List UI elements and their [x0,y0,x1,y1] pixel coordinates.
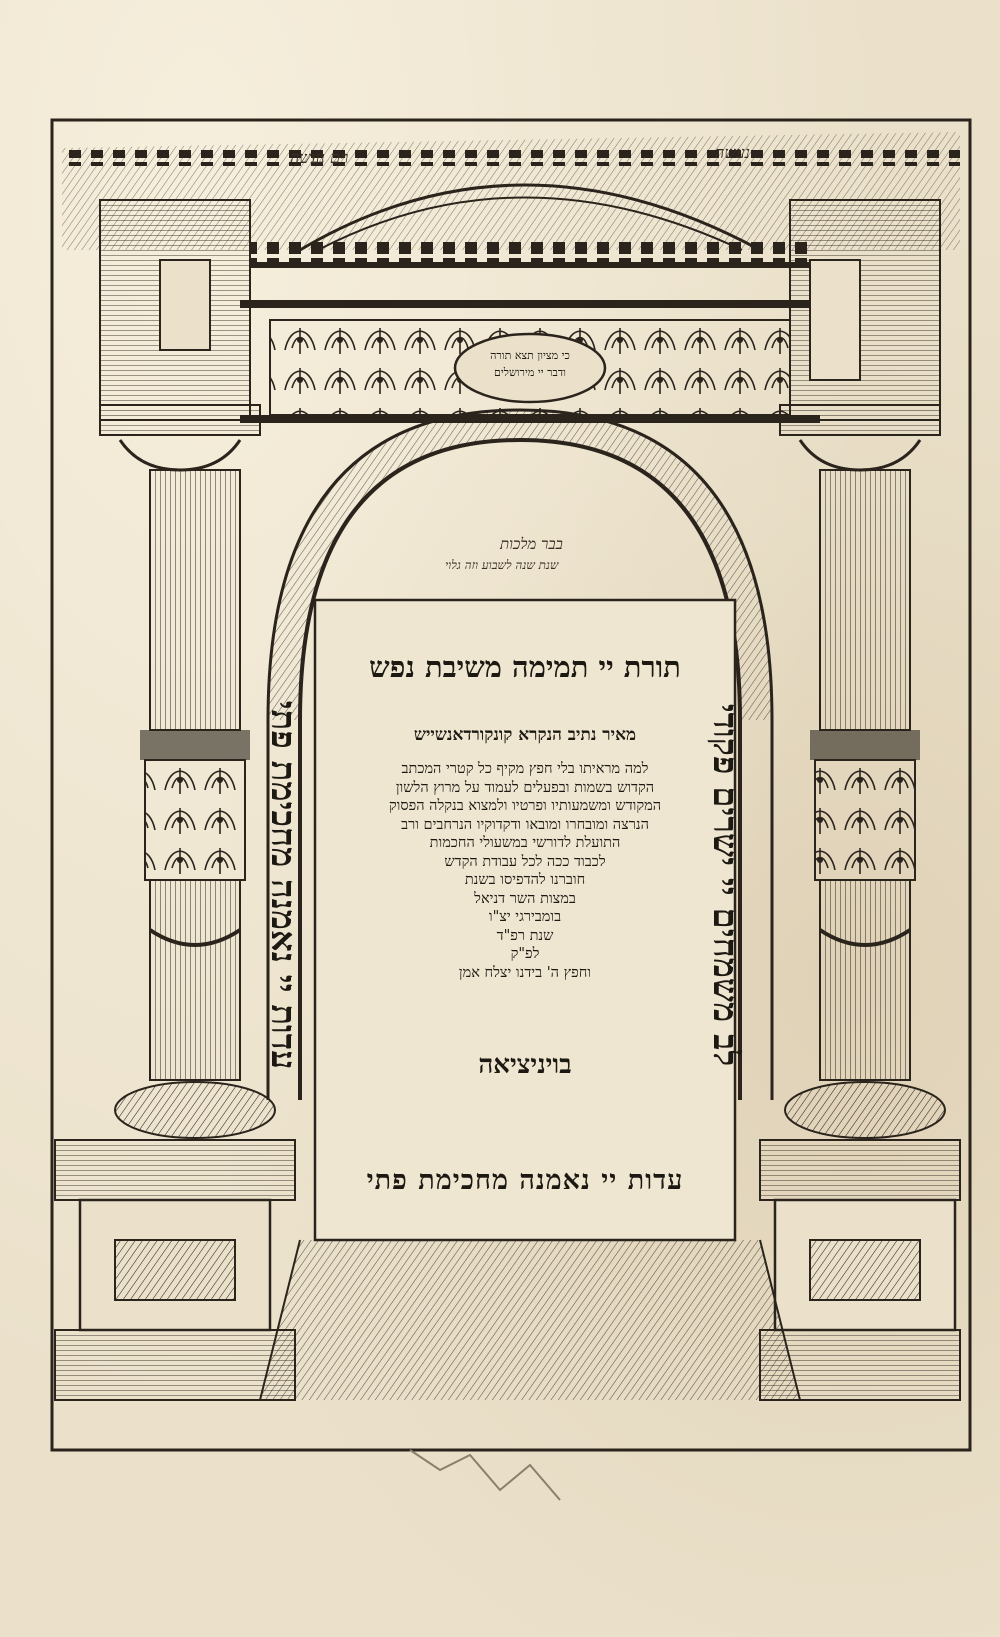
body-line: בומבירגי יצ"ו [488,909,562,925]
bottom-inscription: עדות יי נאמנה מחכימת פתי [366,1165,684,1196]
cartouche-line-2: ודבר יי מירושלים [494,366,566,379]
body-line: במצות השר דניאל [474,890,576,907]
body-line: המקודש ומשמעותיו ופרטיו ולמצוא בנקלה הפסוק [388,798,662,814]
handwritten-top-left: וים נעשה [290,148,349,167]
stamp-mark [410,1450,560,1500]
body-line: וחפץ ה' בידנו יצלח אמן [458,964,592,981]
body-line: התועלת לדורשי במשעולי החכמות [429,835,621,851]
book-title: תורת יי תמימה משיבת נפש [369,650,681,684]
left-pillar-text: עדות יי נאמנה מחכימת פתי [263,700,303,1070]
body-line: לכבוד ככה לכל עבודת הקדש [444,853,606,870]
right-pillar-text: לב משמחים יי ישרים פקודי [705,703,745,1067]
body-line: הנרצה ומובחרו ומובאו ודקדוקיו הנרחבים ורב [401,816,649,833]
printing-place: בויניציאה [478,1050,572,1080]
handwritten-above-title-2: שנת שנה לשבוע וזה גלוי [445,558,559,572]
book-subtitle: מאיר נתיב הנקרא קונקורדאנשייש [413,725,637,745]
cartouche-line-1: כי מציון תצא תורה [490,349,570,362]
body-line: לפ"ק [510,946,540,962]
body-line: שנת רפ"ד [496,927,554,944]
body-line: חוברנו להדפיסו בשנת [464,872,586,888]
body-line: הקדוש בשמות ובפעלים לעמוד על מרוץ הלשון [395,779,655,796]
handwritten-top-right: נעשה [715,143,750,162]
pavement [260,1240,800,1400]
handwritten-above-title-1: בבר מלכות [500,535,563,553]
right-column [760,405,960,1400]
left-column [55,405,295,1400]
title-body [330,760,720,982]
body-line: למה מראיתו בלי חפץ מקיף כל קטרי המכתב [401,761,649,777]
